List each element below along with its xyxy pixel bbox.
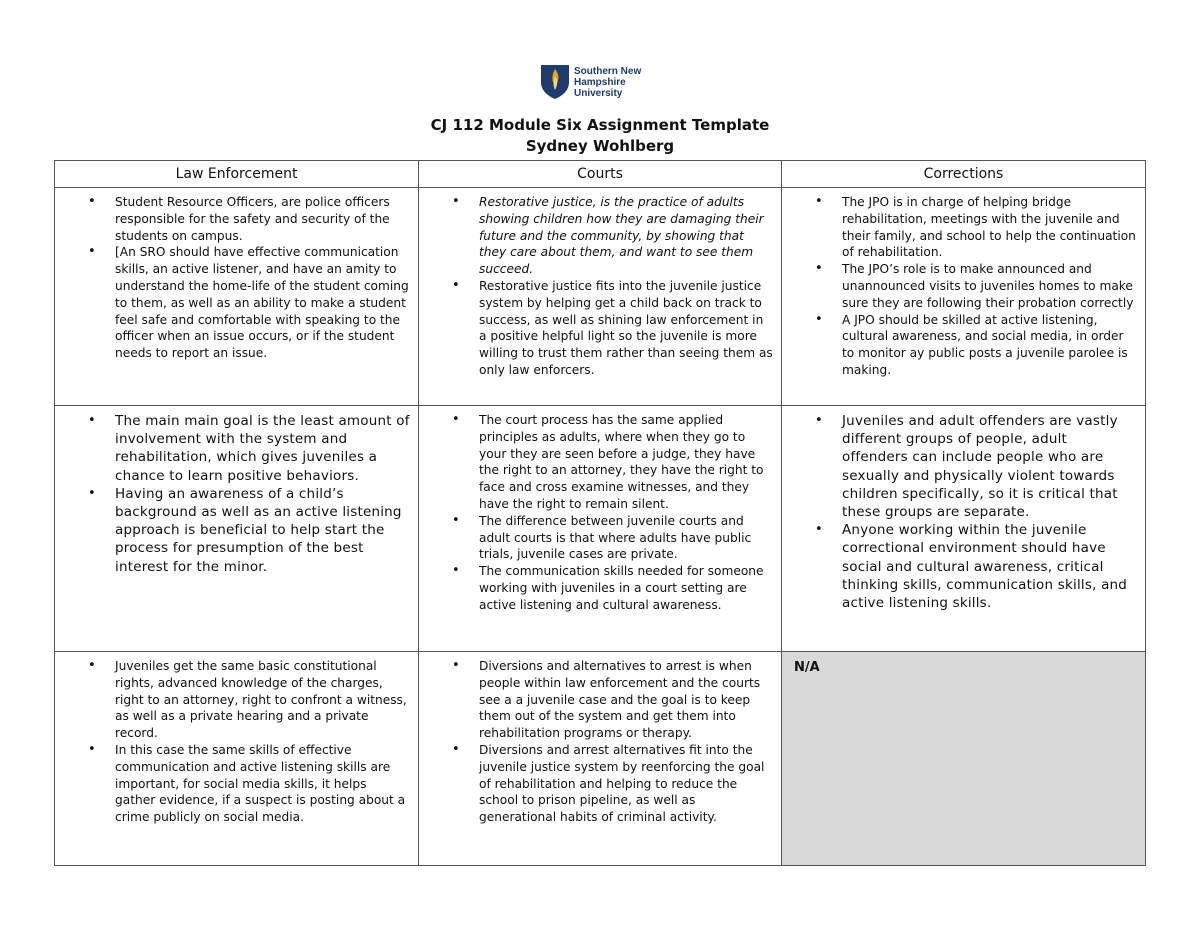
bullet-item: • The court process has the same applied principles as adults, where when they go to your they are seen before a judge, they have the right to an attorney, they have the right to face and cross examine witnesses, and they have the right to remain silent. xyxy=(479,412,773,513)
bullet-item: • Diversions and alternatives to arrest is when people within law enforcement and the courts see a a juvenile case and the goal is to keep them out of the system and get them into rehabilitation programs or therapy. xyxy=(479,658,773,742)
shield-icon xyxy=(540,64,570,100)
bullet-item: • Juveniles and adult offenders are vastly different groups of people, adult offenders can include people who are sexually and physically violent towards children specifically, so it is critical that these groups are separate. xyxy=(842,412,1137,521)
table-row xyxy=(55,188,1146,406)
bullet-item: • Having an awareness of a child’s background as well as an active listening approach is beneficial to help start the process for presumption of the best interest for the minor. xyxy=(115,485,410,576)
table-cell xyxy=(782,188,1146,406)
bullet-item: • Juveniles get the same basic constitutional rights, advanced knowledge of the charges, right to an attorney, right to confront a witness, as well as a private hearing and a private record. xyxy=(115,658,410,742)
bullet-item: • Diversions and arrest alternatives fit into the juvenile justice system by reenforcing the goal of rehabilitation and helping to reduce the school to prison pipeline, as well as generational habits of criminal activity. xyxy=(479,742,773,826)
bullet-item: • A JPO should be skilled at active listening, cultural awareness, and social media, in order to monitor ay public posts a juvenile parolee is making. xyxy=(842,312,1137,379)
column-header-law-enforcement: Law Enforcement xyxy=(55,161,419,188)
author-name: Sydney Wohlberg xyxy=(525,137,675,155)
bullet-item: • Restorative justice fits into the juvenile justice system by helping get a child back on track to success, as well as shining law enforcement in a positive helpful light so the juvenile is more willing to trust them rather than seeing them as only law enforcers. xyxy=(479,278,773,379)
bullet-item: • In this case the same skills of effective communication and active listening skills are important, for social media skills, it helps gather evidence, if a suspect is posting about a crime publicly on social media. xyxy=(115,742,410,826)
na-label: N/A xyxy=(794,660,820,675)
bullet-item: • Student Resource Officers, are police officers responsible for the safety and security of the students on campus. xyxy=(115,194,410,244)
table-cell xyxy=(419,188,782,406)
bullet-item: • The JPO’s role is to make announced and unannounced visits to juveniles homes to make sure they are following their probation correctly xyxy=(842,261,1137,311)
table-cell xyxy=(782,406,1146,652)
bullet-item: • The difference between juvenile courts and adult courts is that where adults have public trials, juvenile cases are private. xyxy=(479,513,773,563)
university-name: Southern New Hampshire University xyxy=(574,66,642,99)
assignment-table xyxy=(54,160,1146,866)
bullet-item: • The communication skills needed for someone working with juveniles in a court setting are active listening and cultural awareness. xyxy=(479,563,773,613)
bullet-item: • The JPO is in charge of helping bridge rehabilitation, meetings with the juvenile and their family, and school to help the continuation of rehabilitation. xyxy=(842,194,1137,261)
table-row xyxy=(55,652,1146,866)
table-cell xyxy=(55,652,419,866)
column-header-corrections: Corrections xyxy=(782,161,1146,188)
table-cell xyxy=(55,188,419,406)
table-cell-na xyxy=(782,652,1146,866)
bullet-item: • Anyone working within the juvenile correctional environment should have social and cultural awareness, critical thinking skills, communication skills, and active listening skills. xyxy=(842,521,1137,612)
table-cell xyxy=(419,652,782,866)
table-cell xyxy=(55,406,419,652)
bullet-item: • The main main goal is the least amount of involvement with the system and rehabilitation, which gives juveniles a chance to learn positive behaviors. xyxy=(115,412,410,485)
bullet-item: • [An SRO should have effective communication skills, an active listener, and have an amity to understand the home-life of the student coming to them, as well as an ability to make a student feel safe and comfortable with speaking to the officer when an issue occurs, or if the student needs to report an issue. xyxy=(115,244,410,362)
table-cell xyxy=(419,406,782,652)
table-row xyxy=(55,406,1146,652)
university-logo xyxy=(540,64,664,104)
bullet-item: • Restorative justice, is the practice of adults showing children how they are damaging their future and the community, by showing that they care about them, and want to see them succeed. xyxy=(479,194,773,278)
document-title: CJ 112 Module Six Assignment Template xyxy=(430,116,770,134)
column-header-courts: Courts xyxy=(419,161,782,188)
table-header-row xyxy=(55,161,1146,188)
